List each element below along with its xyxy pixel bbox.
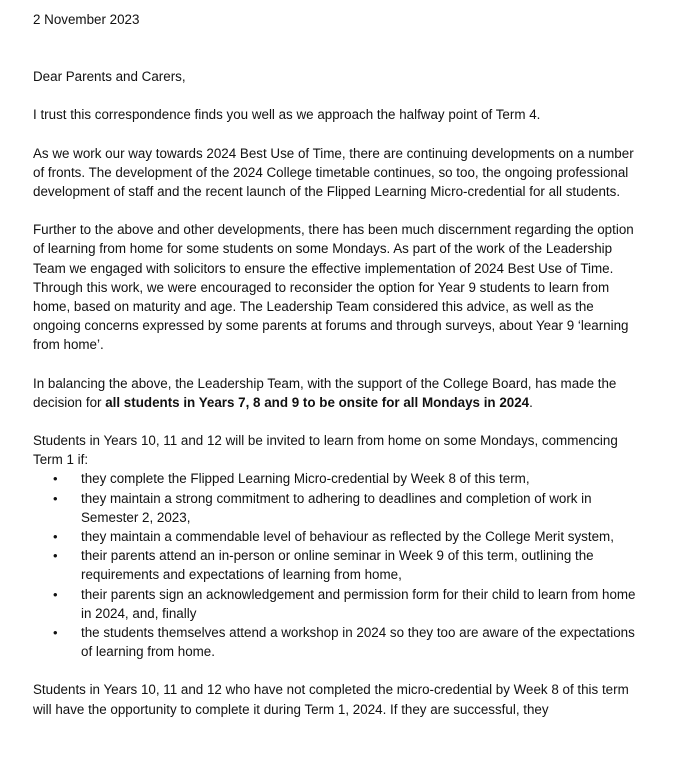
bullet-icon: • xyxy=(53,548,58,564)
bullet-icon: • xyxy=(53,529,58,545)
paragraph-conditions-intro: Students in Years 10, 11 and 12 will be invited to learn from home on some Mondays, commencing Term 1 if: xyxy=(33,433,618,468)
decision-text-end: . xyxy=(529,394,533,410)
list-item xyxy=(33,469,643,488)
list-item-text: they maintain a commendable level of behaviour as reflected by the College Merit system, xyxy=(81,529,614,545)
conditions-list xyxy=(33,469,643,661)
decision-bold-text: all students in Years 7, 8 and 9 to be onsite for all Mondays in 2024 xyxy=(105,394,530,410)
list-item-text: they complete the Flipped Learning Micro-credential by Week 8 of this term, xyxy=(81,471,530,487)
paragraph-micro-credential: Students in Years 10, 11 and 12 who have not completed the micro-credential by Week 8 of this term will have the opportunity to complete it during Term 1, 2024. If they are successful, they xyxy=(33,682,629,717)
letter-date: 2 November 2023 xyxy=(33,12,140,27)
salutation: Dear Parents and Carers, xyxy=(33,69,186,85)
letter-page xyxy=(33,10,643,719)
decision-text-start: In balancing the above, the Leadership Team, with the support of the College Board, has made the decision for xyxy=(33,375,617,410)
list-item xyxy=(33,527,643,546)
list-item xyxy=(33,585,643,623)
list-item-text: the students themselves attend a workshop in 2024 so they too are aware of the expectations of learning from home. xyxy=(81,625,635,660)
paragraph-intro: I trust this correspondence finds you well as we approach the halfway point of Term 4. xyxy=(33,107,541,123)
list-item xyxy=(33,489,643,527)
paragraph-discernment: Further to the above and other developments, there has been much discernment regarding the option of learning from home for some students on some Mondays. As part of the work of the Leadership Team we engaged with solicitors to ensure the effective implementation of 2024 Best Use of Time. Through this work, we were encouraged to reconsider the option for Year 9 students to learn from home, based on maturity and age. The Leadership Team considered this advice, as well as the ongoing concerns expressed by some parents at forums and through surveys, about Year 9 ‘learning from home’. xyxy=(33,222,634,353)
list-item-text: their parents attend an in-person or online seminar in Week 9 of this term, outlining the requirements and expectations of learning from home, xyxy=(81,548,594,583)
list-item xyxy=(33,546,643,584)
bullet-icon: • xyxy=(53,625,58,641)
list-item xyxy=(33,623,643,661)
list-item-text: their parents sign an acknowledgement and permission form for their child to learn from home in 2024, and, finally xyxy=(81,586,636,621)
list-item-text: they maintain a strong commitment to adhering to deadlines and completion of work in Semester 2, 2023, xyxy=(81,490,592,525)
paragraph-developments: As we work our way towards 2024 Best Use of Time, there are continuing developments on a number of fronts. The development of the 2024 College timetable continues, so too, the ongoing professional development of staff and the recent launch of the Flipped Learning Micro-credential for all students. xyxy=(33,145,634,200)
bullet-icon: • xyxy=(53,471,58,487)
bullet-icon: • xyxy=(53,490,58,506)
bullet-icon: • xyxy=(53,586,58,602)
paragraph-decision xyxy=(33,374,643,412)
